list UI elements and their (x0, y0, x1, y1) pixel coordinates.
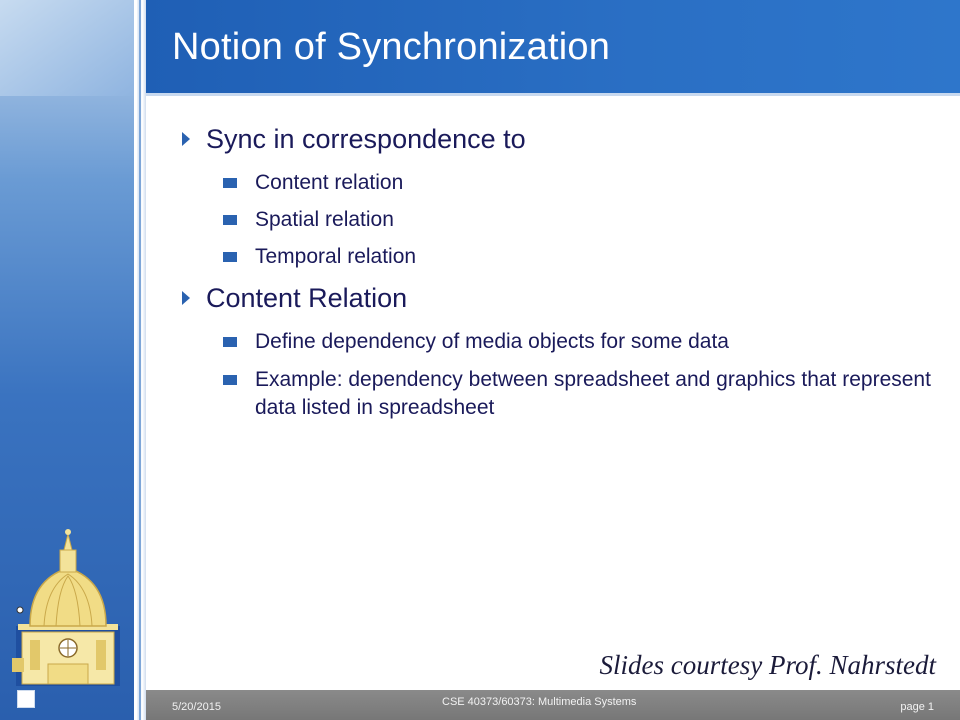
bullet-level1 (180, 120, 940, 158)
bullet-level2 (180, 329, 940, 354)
bullet-level2 (180, 244, 940, 269)
bullet-text: Sync in correspondence to (206, 124, 526, 154)
footer-date: 5/20/2015 (172, 701, 221, 713)
corner-square (17, 690, 35, 708)
bullet-text: Content relation (255, 171, 404, 194)
square-bullet-icon (223, 375, 237, 385)
bullet-level1 (180, 279, 940, 317)
footer-page-number: page 1 (900, 701, 934, 713)
bullet-level2 (180, 207, 940, 232)
bullet-text: Define dependency of media objects for some data (255, 330, 729, 353)
bullet-text: Spatial relation (255, 208, 394, 231)
square-bullet-icon (223, 178, 237, 188)
golden-dome-icon (8, 528, 128, 698)
bullet-level2 (180, 170, 940, 195)
square-bullet-icon (223, 215, 237, 225)
square-bullet-icon (223, 337, 237, 347)
bullet-level2 (180, 366, 940, 422)
slide-credit: Slides courtesy Prof. Nahrstedt (599, 650, 936, 680)
sidebar-top-block (0, 0, 134, 96)
footer-course: CSE 40373/60373: Multimedia Systems (442, 696, 637, 708)
bullet-text: Temporal relation (255, 245, 417, 268)
triangle-bullet-icon (182, 132, 190, 146)
bullet-text: Content Relation (206, 283, 408, 313)
footer-bar (146, 690, 960, 720)
slide-title: Notion of Synchronization (172, 26, 611, 68)
triangle-bullet-icon (182, 291, 190, 305)
bullet-text: Example: dependency between spreadsheet and graphics that represent data listed in spreadsheet (255, 368, 931, 419)
slide-body (180, 118, 940, 422)
sidebar-divider-stripe (134, 0, 146, 720)
square-bullet-icon (223, 252, 237, 262)
